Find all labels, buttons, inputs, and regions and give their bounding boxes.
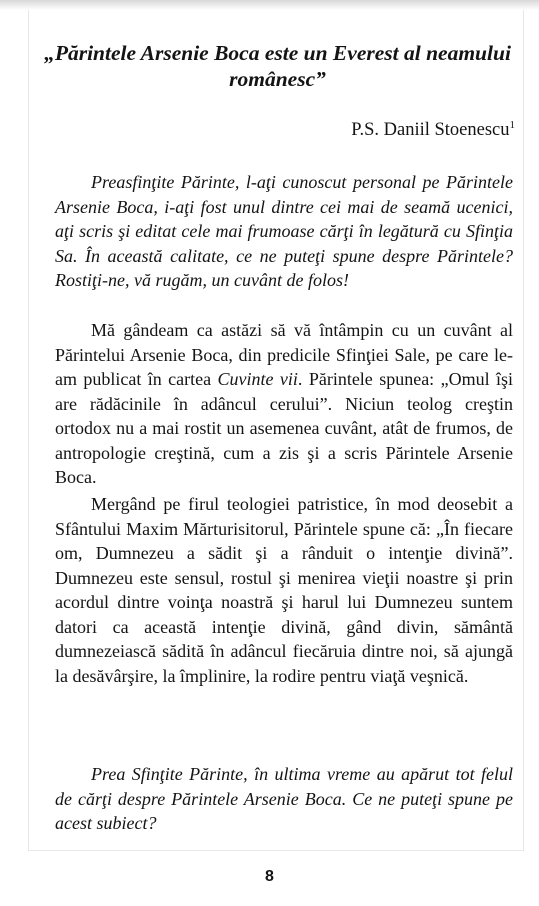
interview-question-2 — [55, 762, 513, 836]
question-1-text: Preasfinţite Părinte, l-aţi cunoscut personal pe Părintele Arsenie Boca, i-aţi fost unul dintre cei mai de seamă ucenici, aţi scris şi editat cele mai frumoase cărţi în legătură cu Sfinţia Sa. În această calitate, ce ne puteţi spune despre Părintele? Rostiţi-ne, vă rugăm, un cuvânt de folos! — [55, 172, 513, 290]
answer-paragraph-1 — [55, 318, 513, 490]
answer-paragraph-2 — [55, 492, 513, 688]
answer-2-text: Mergând pe firul teologiei patristice, în mod deosebit a Sfântului Maxim Mărturisitorul, Părintele spune că: „În fiecare om, Dumnezeu a sădit şi a rânduit o intenţie divină”. Dumnezeu este sensul, rostul şi menirea vieţii noastre şi prin acordul dintre voinţa noastră şi harul lui Dumnezeu suntem datori ca această intenţie divină, gând divin, sământă dumnezeiască sădită în adâncul fiecăruia dintre noi, să ajungă la desăvârşire, la împlinire, la rodire pentru viaţă veşnică. — [55, 494, 513, 686]
page-number: 8 — [265, 868, 274, 885]
chapter-title: „Părintele Arsenie Boca este un Everest al neamului românesc” — [44, 41, 511, 91]
footnote-mark: 1 — [509, 118, 515, 131]
question-2-text: Prea Sfinţite Părinte, în ultima vreme au apărut tot felul de cărţi despre Părintele Arsenie Boca. Ce ne puteţi spune pe acest subiect? — [55, 764, 513, 833]
book-title: Cuvinte vii — [217, 369, 298, 389]
scan-shadow — [0, 0, 539, 10]
interview-question-1 — [55, 170, 513, 293]
answer-1-text-end: . Părintele spunea: „Omul îşi are rădăcinile în adâncul cerului”. Niciun teolog creştin ortodox nu a mai rostit un asemenea cuvânt, atât de frumos, de antropologie creştină, cum a zis şi a scris Părintele Arsenie Boca. — [55, 369, 513, 487]
author-line — [40, 118, 515, 142]
author-name: P.S. Daniil Stoenescu — [351, 120, 510, 140]
answer-1-text-start: Mă gândeam ca astăzi să vă întâmpin cu un cuvânt al Părintelui Arsenie Boca, din predicile Sfinţiei Sale, pe care le-am publicat în cartea — [55, 320, 513, 389]
